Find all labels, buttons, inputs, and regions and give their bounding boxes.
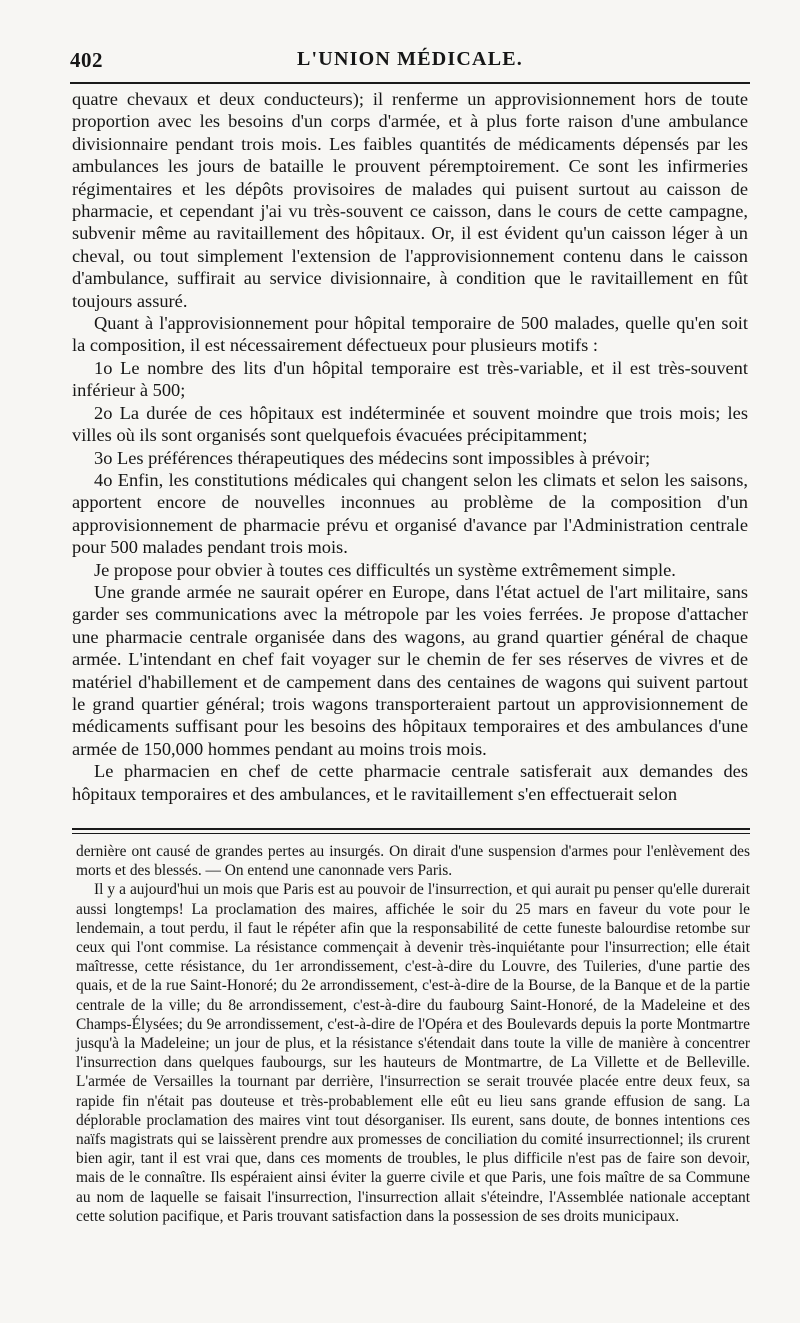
feuilleton-paragraph: dernière ont causé de grandes pertes au insurgés. On dirait d'une suspension d'armes pour l'enlèvement des morts et des blessés. — On entend une canonnade vers Paris. <box>76 843 750 880</box>
feuilleton-paragraph: Il y a aujourd'hui un mois que Paris est au pouvoir de l'insurrection, et qui aurait pu penser qu'elle durerait aussi longtemps! La proclamation des maires, affichée le soir du 25 mars en faveur du vote pour le lendemain, a tout perdu, il faut le répéter afin que la responsabilité de cette funeste balourdise retombe sur ceux qui l'ont commise. La résistance commençait à devenir très-inquiétante pour l'insurrection; elle était maîtresse, cette résistance, du 1er arrondissement, c'est-à-dire du Louvre, des Tuileries, d'une partie des quais, et de la rue Saint-Honoré; du 2e arrondissement, c'est-à-dire de la Bourse, de la Banque et de la partie centrale de la ville; du 8e arrondissement, c'est-à-dire du faubourg Saint-Honoré, de la Madeleine et des Champs-Élysées; du 9e arrondissement, c'est-à-dire de l'Opéra et des Boulevards depuis la porte Montmartre jusqu'à la Madeleine; un jour de plus, et la résistance s'étendait dans toute la ville de manière à concentrer l'insurrection dans quelques faubourgs, sur les hauteurs de Montmartre, de La Villette et de Belleville. L'armée de Versailles la tournant par derrière, l'insurrection se serait trouvée placée entre deux feux, sa rapide fin n'était pas douteuse et très-probablement elle eût eu lieu sans grande effusion de sang. La déplorable proclamation des maires vint tout désorganiser. Ils eurent, sans doute, de bonnes intentions ces naïfs magistrats qui se laissèrent prendre aux promesses de conciliation du comité insurrectionnel; ils crurent bien agir, tant il est vrai que, dans ces moments de troubles, le plus difficile n'est pas de faire son devoir, mais de le connaître. Ils espéraient ainsi éviter la guerre civile et que Paris, une fois maître de sa Commune au nom de laquelle se faisait l'insurrection, l'insurrection allait s'éteindre, l'Assemblée nationale acceptant cette solution pacifique, et Paris trouvant satisfaction dans la possession de ses droits municipaux. <box>76 881 750 1225</box>
page-header <box>70 48 750 78</box>
main-paragraph-item: 3o Les préférences thérapeutiques des médecins sont impossibles à prévoir; <box>94 447 651 468</box>
main-paragraph: Je propose pour obvier à toutes ces difficultés un système extrêmement simple. <box>94 559 676 580</box>
main-paragraph: Le pharmacien en chef de cette pharmacie centrale satisferait aux demandes des hôpitaux temporaires et des ambulances, et le ravitaillement s'en effectuerait selon <box>72 761 748 804</box>
main-paragraph: quatre chevaux et deux conducteurs); il renferme un approvisionnement hors de toute proportion avec les besoins d'un corps d'armée, et à plus forte raison d'une ambulance divisionnaire pendant trois mois. Les faibles quantités de médicaments dépensés par les ambulances les jours de bataille le prouvent péremptoirement. Ce sont les infirmeries régimentaires et les dépôts provisoires de malades qui puisent surtout au caisson de pharmacie, et cependant j'ai vu très-souvent ce caisson, dans le cours de cette campagne, subvenir même au ravitaillement des hôpitaux. Or, il est évident qu'un caisson léger à un cheval, ou tout simplement l'extension de l'approvisionnement contenu dans le caisson d'ambulance, suffirait au service divisionnaire, à condition que le ravitaillement en fût toujours assuré. <box>72 89 748 311</box>
header-rule <box>70 82 750 84</box>
feuilleton-column <box>76 842 750 1226</box>
main-paragraph: Une grande armée ne saurait opérer en Europe, dans l'état actuel de l'art militaire, sans garder ses communications avec la métropole par les voies ferrées. Je propose d'attacher une pharmacie centrale organisée dans des wagons, au grand quartier général de chaque armée. L'intendant en chef fait voyager sur le chemin de fer ses réserves de vivres et de matériel d'habillement et de campement dans des centaines de wagons qui suivent partout le grand quartier général; trois wagons transporteraient partout un approvisionnement de médicaments suffisant pour les besoins des hôpitaux temporaires et des ambulances d'une armée de 150,000 hommes pendant au moins trois mois. <box>72 581 748 759</box>
main-paragraph-item: 4o Enfin, les constitutions médicales qui changent selon les climats et selon les saisons, apportent encore de nouvelles inconnues au problème de la composition d'un approvisionnement de pharmacie prévu et organisé d'avance par l'Administration centrale pour 500 malades pendant trois mois. <box>72 469 748 558</box>
main-paragraph: Quant à l'approvisionnement pour hôpital temporaire de 500 malades, quelle qu'en soit la composition, il est nécessairement défectueux pour plusieurs motifs : <box>72 313 748 356</box>
feuilleton-rule-thick <box>72 828 750 830</box>
feuilleton-rule-thin <box>72 833 750 834</box>
running-title: L'UNION MÉDICALE. <box>297 48 523 70</box>
page-number: 402 <box>70 48 103 72</box>
main-paragraph-item: 2o La durée de ces hôpitaux est indéterminée et souvent moindre que trois mois; les villes où ils sont organisés sont quelquefois évacuées précipitamment; <box>72 402 748 446</box>
main-paragraph-item: 1o Le nombre des lits d'un hôpital temporaire est très-variable, et il est très-souvent inférieur à 500; <box>72 357 748 401</box>
main-article <box>72 88 748 805</box>
